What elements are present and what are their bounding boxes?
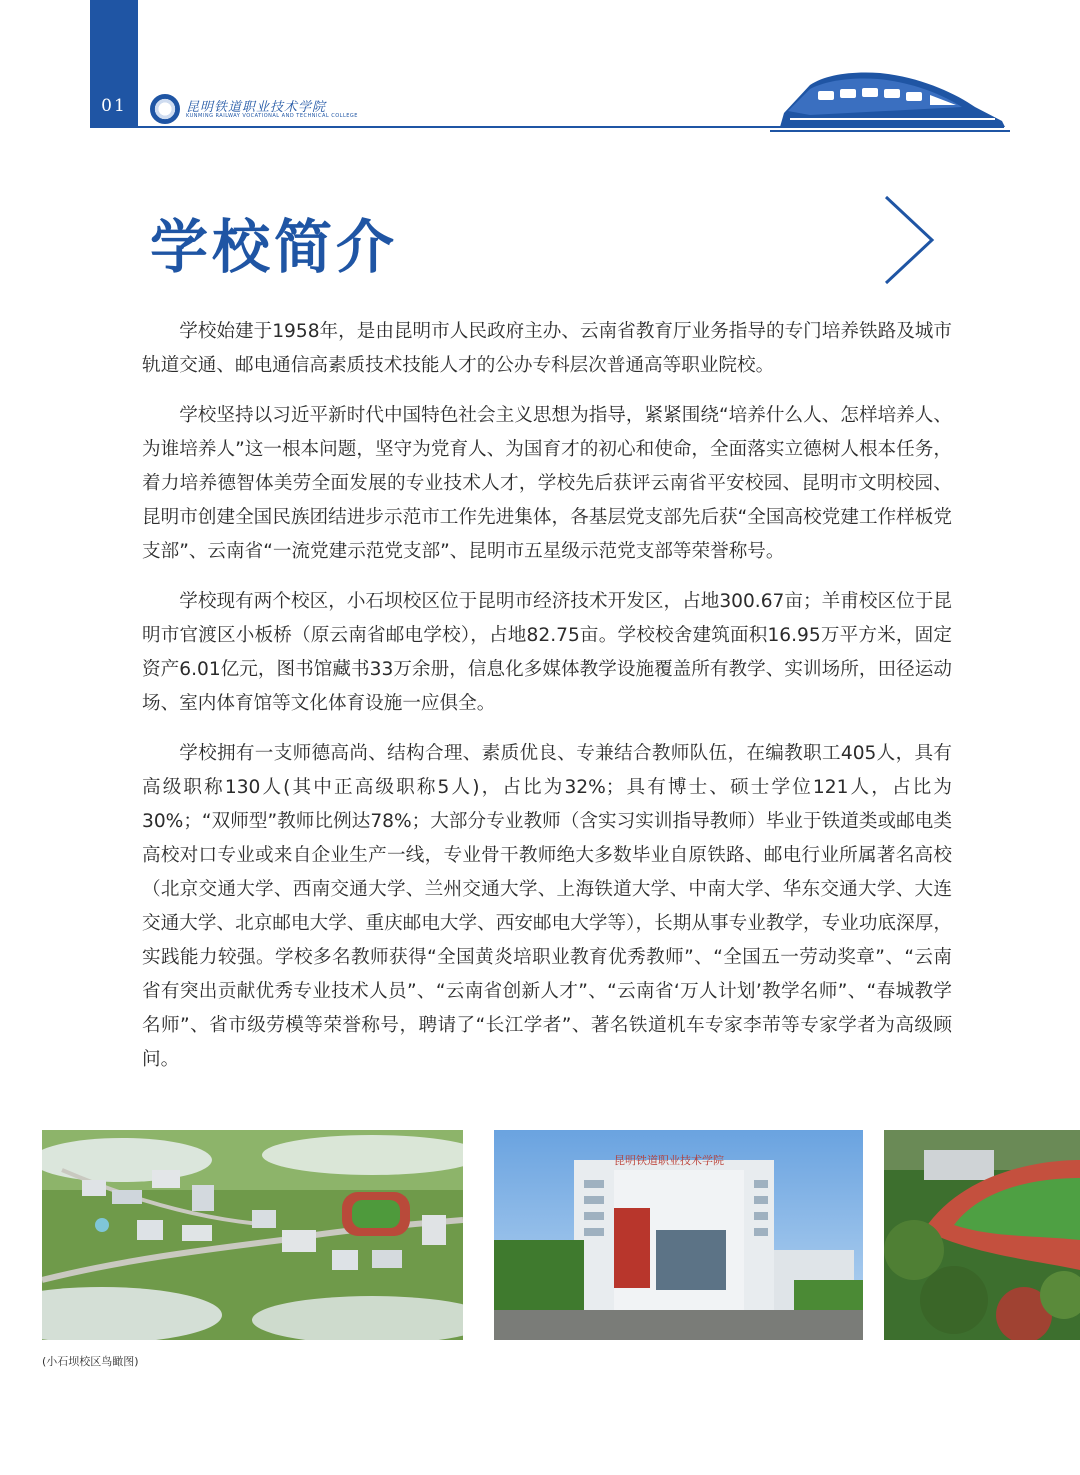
building-sign-text: 昆明铁道职业技术学院 xyxy=(614,1154,724,1167)
intro-content xyxy=(142,315,952,1093)
sports-field-photo xyxy=(884,1130,1080,1340)
paragraph-faculty: 学校拥有一支师德高尚、结构合理、素质优良、专兼结合教师队伍，在编教职工405人，具有高级职称130人(其中正高级职称5人)，占比为32%；具有博士、硕士学位121人，占比为30%；“双师型”教师比例达78%；大部分专业教师（含实习实训指导教师）毕业于铁道类或邮电类高校对口专业或来自企业生产一线，专业骨干教师绝大多数毕业自原铁路、邮电行业所属著名高校（北京交通大学、西南交通大学、兰州交通大学、上海铁道大学、中南大学、华东交通大学、大连交通大学、北京邮电大学、重庆邮电大学、西安邮电大学等），长期从事专业教学，专业功底深厚，实践能力较强。学校多名教师获得“全国黄炎培职业教育优秀教师”、“全国五一劳动奖章”、“云南省有突出贡献优秀专业技术人员”、“云南省创新人才”、“云南省‘万人计划’教学名师”、“春城教学名师”、省市级劳模等荣誉称号，聘请了“长江学者”、著名铁道机车专家李芾等专家学者为高级顾问。 xyxy=(142,743,952,1070)
train-icon xyxy=(770,55,1010,135)
school-logo-name-en: KUNMING RAILWAY VOCATIONAL AND TECHNICAL COLLEGE xyxy=(186,113,358,119)
teaching-building-photo xyxy=(494,1130,863,1340)
page-title: 学校简介 xyxy=(150,213,399,281)
school-emblem-icon xyxy=(150,94,180,124)
paragraph-campuses: 学校现有两个校区，小石坝校区位于昆明市经济技术开发区，占地300.67亩；羊甫校区位于昆明市官渡区小板桥（原云南省邮电学校），占地82.75亩。学校校舍建筑面积16.95万平方米，固定资产6.01亿元，图书馆藏书33万余册，信息化多媒体教学设施覆盖所有教学、实训场所，田径运动场、室内体育馆等文化体育设施一应俱全。 xyxy=(142,591,952,714)
chevron-right-icon xyxy=(880,193,940,287)
paragraph-history: 学校始建于1958年，是由昆明市人民政府主办、云南省教育厅业务指导的专门培养铁路及城市轨道交通、邮电通信高素质技术技能人才的公办专科层次普通高等职业院校。 xyxy=(142,321,952,376)
page-number: 01 xyxy=(101,96,127,116)
page-header xyxy=(0,0,1080,140)
photo-caption: (小石坝校区鸟瞰图) xyxy=(42,1355,139,1368)
school-logo-name: 昆明铁道职业技术学院 xyxy=(186,100,327,115)
paragraph-philosophy: 学校坚持以习近平新时代中国特色社会主义思想为指导，紧紧围绕“培养什么人、怎样培养人、为谁培养人”这一根本问题，坚守为党育人、为国育才的初心和使命，全面落实立德树人根本任务，着力培养德智体美劳全面发展的专业技术人才，学校先后获评云南省平安校园、昆明市文明校园、昆明市创建全国民族团结进步示范市工作先进集体，各基层党支部先后获“全国高校党建工作样板党支部”、云南省“一流党建示范党支部”、昆明市五星级示范党支部等荣誉称号。 xyxy=(142,405,952,562)
aerial-campus-photo xyxy=(42,1130,463,1340)
